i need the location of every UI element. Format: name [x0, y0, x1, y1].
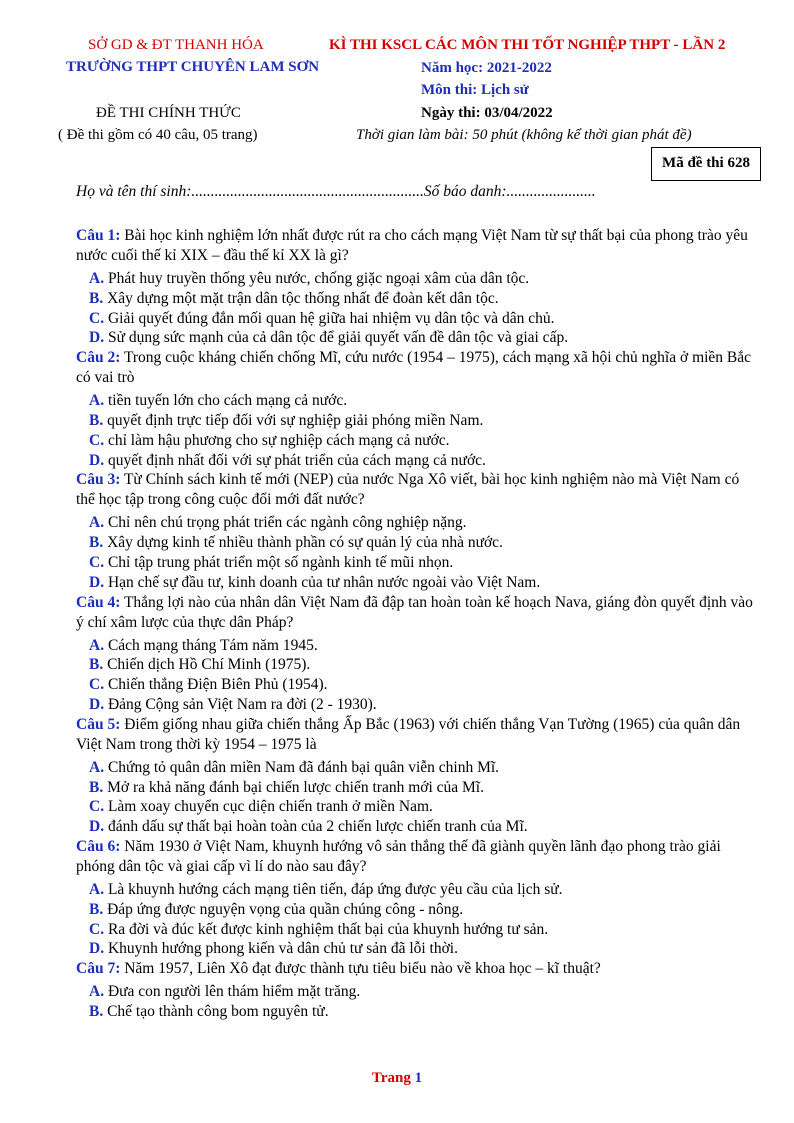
answer-option	[89, 309, 756, 329]
answer-option	[89, 797, 756, 817]
student-info-line: Họ và tên thí sinh:............................................................Số báo danh:.......................	[76, 183, 596, 200]
question-text: Thắng lợi nào của nhân dân Việt Nam đã đập tan hoàn toàn kế hoạch Nava, giáng đòn quyết định vào ý chí xâm lược của thực dân Pháp?	[76, 593, 753, 631]
question-stem	[76, 837, 756, 877]
answer-option	[89, 411, 756, 431]
question-number: Câu 2:	[76, 349, 121, 367]
option-text: tiền tuyến lớn cho cách mạng cả nước.	[104, 392, 348, 410]
question-number: Câu 6:	[76, 837, 121, 855]
page-word: Trang	[371, 1070, 411, 1086]
answer-option	[89, 920, 756, 940]
option-letter: A.	[89, 636, 105, 654]
option-text: Đáp ứng được nguyện vọng của quần chúng công - nông.	[103, 900, 464, 918]
option-letter: D.	[89, 329, 105, 347]
question-list	[76, 226, 756, 1022]
school-name: TRƯỜNG THPT CHUYÊN LAM SƠN	[66, 59, 320, 75]
answer-option	[89, 451, 756, 471]
option-letter: C.	[89, 431, 105, 449]
option-letter: B.	[89, 900, 104, 918]
option-letter: B.	[89, 289, 104, 307]
option-text: Chiến dịch Hồ Chí Minh (1975).	[103, 656, 311, 674]
option-letter: C.	[89, 920, 105, 938]
question-text: Trong cuộc kháng chiến chống Mĩ, cứu nước (1954 – 1975), cách mạng xã hội chủ nghĩa ở miền Bắc có vai trò	[76, 349, 752, 387]
answer-option	[89, 269, 756, 289]
answer-option	[89, 289, 756, 309]
answer-option	[89, 573, 756, 593]
answer-option	[89, 431, 756, 451]
option-text: quyết định trực tiếp đối với sự nghiệp giải phóng miền Nam.	[103, 411, 484, 429]
option-letter: B.	[89, 778, 104, 796]
option-text: Cách mạng tháng Tám năm 1945.	[104, 636, 318, 654]
option-text: Chứng tỏ quân dân miền Nam đã đánh bại quân viễn chinh Mĩ.	[104, 758, 500, 776]
question-number: Câu 4:	[76, 593, 121, 611]
department-name: SỞ GD & ĐT THANH HÓA	[88, 37, 264, 53]
option-letter: D.	[89, 573, 105, 591]
option-letter: B.	[89, 534, 104, 552]
answer-option	[89, 533, 756, 553]
answer-option	[89, 1002, 756, 1022]
question-text: Năm 1930 ở Việt Nam, khuynh hướng vô sản thắng thế đã giành quyền lãnh đạo phong trào giải phóng dân tộc và giai cấp vì lí do nào sau đây?	[76, 837, 721, 875]
option-text: Là khuynh hướng cách mạng tiên tiến, đáp ứng được yêu cầu của lịch sử.	[104, 880, 563, 898]
question-number: Câu 7:	[76, 960, 121, 978]
option-letter: A.	[89, 983, 105, 1001]
exam-title: KÌ THI KSCL CÁC MÔN THI TỐT NGHIỆP THPT - LẦN 2	[329, 37, 726, 53]
option-text: Hạn chế sự đầu tư, kinh doanh của tư nhân nước ngoài vào Việt Nam.	[104, 573, 541, 591]
option-letter: B.	[89, 411, 104, 429]
answer-option	[89, 900, 756, 920]
option-text: Giải quyết đúng đắn mối quan hệ giữa hai nhiệm vụ dân tộc và dân chủ.	[104, 309, 555, 327]
option-text: Chỉ tập trung phát triển một số ngành kinh tế mũi nhọn.	[104, 553, 454, 571]
option-letter: D.	[89, 818, 105, 836]
exam-code-box: Mã đề thi 628	[651, 147, 761, 181]
option-text: Phát huy truyền thống yêu nước, chống giặc ngoại xâm của dân tộc.	[104, 270, 530, 287]
answer-option	[89, 636, 756, 656]
question-text: Bài học kinh nghiệm lớn nhất được rút ra cho cách mạng Việt Nam từ sự thất bại của phong trào yêu nước cuối thế kỉ XIX – đầu thế kỉ XX là gì?	[76, 227, 748, 264]
question-text: Điểm giống nhau giữa chiến thắng Ấp Bắc (1963) với chiến thắng Vạn Tường (1965) của quân dân Việt Nam trong thời kỳ 1954 – 1975 là	[76, 715, 741, 753]
option-letter: D.	[89, 940, 105, 958]
page-number: 1	[414, 1070, 423, 1086]
option-text: Khuynh hướng phong kiến và dân chủ tư sản đã lỗi thời.	[104, 940, 458, 958]
option-text: Mở ra khả năng đánh bại chiến lược chiến tranh mới của Mĩ.	[103, 778, 484, 796]
answer-option	[89, 695, 756, 715]
option-text: Đưa con người lên thám hiểm mặt trăng.	[104, 983, 361, 1001]
answer-option	[89, 880, 756, 900]
option-text: Xây dựng một mặt trận dân tộc thống nhất để đoàn kết dân tộc.	[103, 289, 499, 307]
answer-option	[89, 655, 756, 675]
option-letter: A.	[89, 392, 105, 410]
option-text: chỉ làm hậu phương cho sự nghiệp cách mạng cả nước.	[104, 431, 450, 449]
option-letter: D.	[89, 451, 105, 469]
question-stem	[76, 226, 756, 266]
option-letter: C.	[89, 553, 105, 571]
question-stem	[76, 715, 756, 755]
option-letter: A.	[89, 270, 105, 287]
option-text: Làm xoay chuyển cục diện chiến tranh ở miền Nam.	[104, 798, 433, 816]
question-stem	[76, 348, 756, 388]
option-text: Chế tạo thành công bom nguyên tử.	[103, 1002, 329, 1020]
exam-duration: Thời gian làm bài: 50 phút (không kể thời gian phát đề)	[356, 127, 692, 143]
option-text: quyết định nhất đối với sự phát triển của cách mạng cả nước.	[104, 451, 486, 469]
page-footer	[0, 1070, 794, 1087]
option-letter: B.	[89, 656, 104, 674]
answer-option	[89, 675, 756, 695]
question-number: Câu 5:	[76, 715, 121, 733]
exam-date: Ngày thi: 03/04/2022	[421, 105, 553, 121]
answer-option	[89, 391, 756, 411]
option-letter: C.	[89, 309, 105, 327]
question-number: Câu 3:	[76, 471, 121, 489]
option-letter: A.	[89, 514, 105, 532]
school-year: Năm học: 2021-2022	[421, 60, 552, 76]
option-letter: A.	[89, 880, 105, 898]
question-stem	[76, 470, 756, 510]
answer-option	[89, 778, 756, 798]
question-stem	[76, 959, 756, 979]
option-text: Chỉ nên chú trọng phát triển các ngành công nghiệp nặng.	[104, 514, 467, 532]
answer-option	[89, 817, 756, 837]
question-text: Từ Chính sách kinh tế mới (NEP) của nước Nga Xô viết, bài học kinh nghiệm nào mà Việt Nam có thể học tập trong công cuộc đổi mới đất nước?	[76, 471, 740, 509]
option-letter: A.	[89, 758, 105, 776]
option-text: Xây dựng kinh tế nhiều thành phần có sự quản lý của nhà nước.	[103, 534, 503, 552]
option-text: Chiến thắng Điện Biên Phủ (1954).	[104, 676, 328, 694]
question-7	[76, 959, 756, 1022]
question-6	[76, 837, 756, 959]
answer-option	[89, 328, 756, 348]
option-letter: C.	[89, 676, 105, 694]
option-letter: C.	[89, 798, 105, 816]
option-letter: B.	[89, 1002, 104, 1020]
question-3	[76, 470, 756, 592]
question-2	[76, 348, 756, 470]
option-text: Ra đời và đúc kết được kinh nghiệm thất bại của khuynh hướng tư sản.	[104, 920, 549, 938]
answer-option	[89, 758, 756, 778]
question-5	[76, 715, 756, 837]
exam-subject: Môn thi: Lịch sử	[421, 82, 529, 98]
option-text: đánh dấu sự thất bại hoàn toàn của 2 chiến lược chiến tranh của Mĩ.	[104, 818, 528, 836]
option-letter: D.	[89, 695, 105, 713]
question-4	[76, 593, 756, 715]
pages-note: ( Đề thi gồm có 40 câu, 05 trang)	[58, 127, 258, 143]
question-stem	[76, 593, 756, 633]
option-text: Đảng Cộng sản Việt Nam ra đời (2 - 1930).	[104, 695, 377, 713]
answer-option	[89, 939, 756, 959]
answer-option	[89, 553, 756, 573]
question-number: Câu 1:	[76, 227, 121, 244]
question-1	[76, 226, 756, 348]
answer-option	[89, 982, 756, 1002]
answer-option	[89, 513, 756, 533]
official-label: ĐỀ THI CHÍNH THỨC	[96, 105, 241, 121]
question-text: Năm 1957, Liên Xô đạt được thành tựu tiêu biểu nào về khoa học – kĩ thuật?	[120, 960, 601, 978]
option-text: Sử dụng sức mạnh của cả dân tộc để giải quyết vấn đề dân tộc và giai cấp.	[104, 329, 569, 347]
